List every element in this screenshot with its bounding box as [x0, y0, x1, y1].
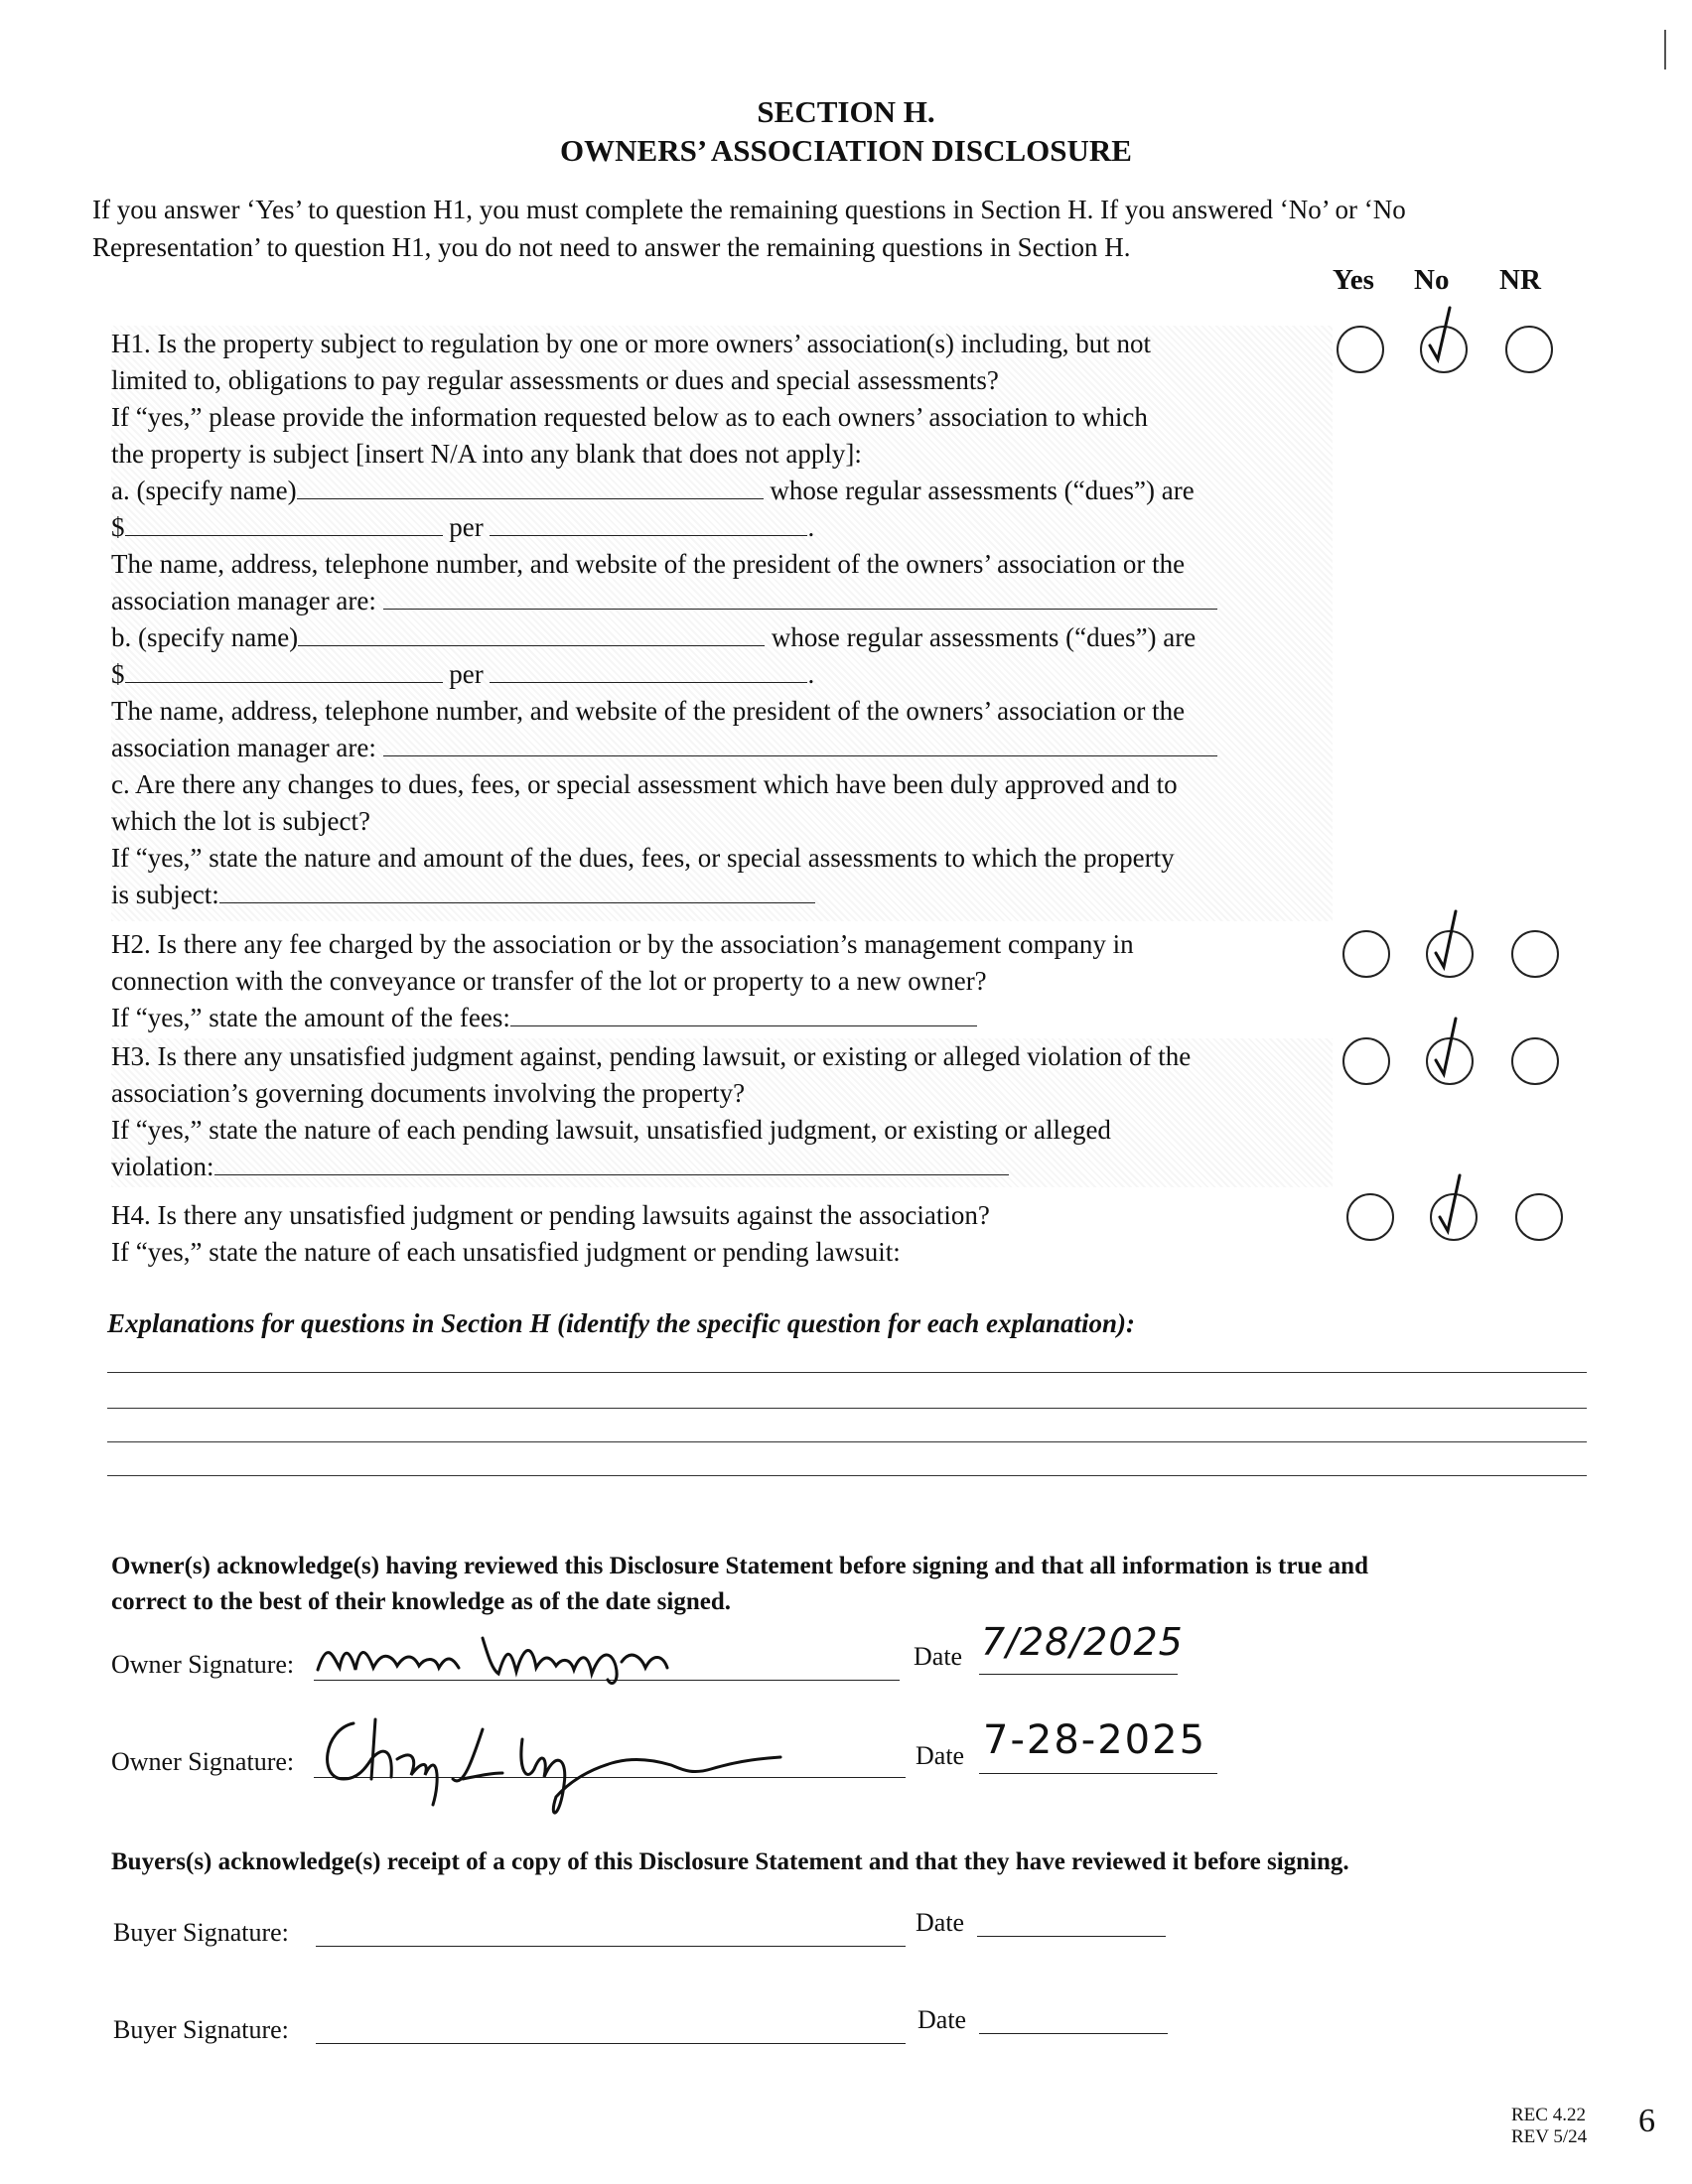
form-footer — [1511, 2105, 1587, 2148]
explanation-line-4[interactable] — [107, 1475, 1587, 1476]
explanation-line-2[interactable] — [107, 1408, 1587, 1409]
h4-line-2: If “yes,” state the nature of each unsatisfied judgment or pending lawsuit: — [111, 1237, 901, 1267]
h1-b-suffix: whose regular assessments (“dues”) are — [771, 622, 1197, 652]
h3-violation-row — [111, 1149, 1333, 1185]
owner-date-field-1[interactable] — [979, 1674, 1178, 1675]
h1-c-line-3: If “yes,” state the nature and amount of the dues, fees, or special assessments to which the property — [111, 843, 1175, 873]
h3-violation-field[interactable] — [214, 1151, 1009, 1175]
question-h4 — [111, 1197, 1333, 1271]
h1-c-field[interactable] — [219, 879, 815, 903]
h1-a-period-field[interactable] — [490, 511, 807, 536]
h1-a-dues-row — [111, 509, 1333, 546]
intro-line-2: Representation’ to question H1, you do not need to answer the remaining questions in Section H. — [92, 232, 1131, 262]
per-label-b: per — [449, 659, 484, 689]
owner-acknowledgment — [111, 1549, 1551, 1620]
h2-nr-radio[interactable] — [1511, 930, 1559, 978]
page-number: 6 — [1638, 2103, 1655, 2139]
column-header-no: No — [1414, 264, 1450, 296]
dollar-sign-b: $ — [111, 659, 125, 689]
buyer-signature-label-1: Buyer Signature: — [113, 1918, 289, 1947]
h1-line-2: limited to, obligations to pay regular assessments or dues and special assessments? — [111, 365, 999, 395]
buyer-signature-field-1[interactable] — [316, 1946, 906, 1947]
h1-c-row — [111, 877, 1333, 913]
h1-b-dues-row — [111, 656, 1333, 693]
h1-no-checkmark-icon — [1420, 298, 1464, 367]
h1-b-president-label: association manager are: — [111, 733, 376, 762]
owner-date-label-2: Date — [916, 1741, 965, 1770]
owner-date-value-2: 7-28-2025 — [983, 1717, 1207, 1763]
owner-date-field-2[interactable] — [979, 1773, 1217, 1774]
column-header-nr: NR — [1499, 264, 1541, 296]
column-header-yes: Yes — [1333, 264, 1374, 296]
h1-b-row — [111, 619, 1333, 656]
h3-line-1: H3. Is there any unsatisfied judgment against, pending lawsuit, or existing or alleged violation of the — [111, 1041, 1192, 1071]
period: . — [807, 512, 815, 542]
h1-b-period-field[interactable] — [490, 658, 807, 683]
buyer-date-field-2[interactable] — [979, 2033, 1168, 2034]
h1-a-label: a. (specify name) — [111, 476, 297, 505]
h1-b-name-field[interactable] — [298, 621, 765, 646]
h3-yes-radio[interactable] — [1342, 1037, 1390, 1085]
h2-fee-row — [111, 1000, 1333, 1036]
h2-yes-radio[interactable] — [1342, 930, 1390, 978]
owner-1-signature-handwriting — [314, 1618, 790, 1688]
question-h3 — [111, 1038, 1333, 1187]
form-code: REC 4.22 — [1511, 2105, 1586, 2125]
form-revision: REV 5/24 — [1511, 2126, 1588, 2147]
h1-a-president-label: association manager are: — [111, 586, 376, 615]
period-b: . — [807, 659, 815, 689]
owner-ack-line-1: Owner(s) acknowledge(s) having reviewed this Disclosure Statement before signing and that all information is true and — [111, 1553, 1368, 1579]
section-subtitle: OWNERS’ ASSOCIATION DISCLOSURE — [560, 133, 1132, 168]
question-h2 — [111, 926, 1333, 1036]
scan-edge-mark — [1664, 30, 1666, 69]
h3-violation-label: violation: — [111, 1152, 214, 1181]
h1-nr-radio[interactable] — [1505, 326, 1553, 373]
question-h1 — [111, 326, 1333, 921]
intro-line-1: If you answer ‘Yes’ to question H1, you must complete the remaining questions in Section H. If you answered ‘No’ or ‘No — [92, 195, 1406, 224]
buyer-signature-field-2[interactable] — [316, 2043, 906, 2044]
h2-fee-field[interactable] — [510, 1002, 977, 1026]
h1-a-row — [111, 473, 1333, 509]
section-title: SECTION H. — [757, 94, 935, 129]
h1-a-amount-field[interactable] — [125, 511, 443, 536]
h3-line-3: If “yes,” state the nature of each pending lawsuit, unsatisfied judgment, or existing or alleged — [111, 1115, 1111, 1145]
buyer-date-label-2: Date — [917, 2005, 967, 2034]
explanation-line-1[interactable] — [107, 1372, 1587, 1373]
explanations-title: Explanations for questions in Section H (identify the specific question for each explanation): — [107, 1308, 1136, 1338]
h1-a-president-field[interactable] — [383, 585, 1217, 610]
h1-line-3: If “yes,” please provide the information requested below as to each owners’ association to which — [111, 402, 1148, 432]
h1-b-amount-field[interactable] — [125, 658, 443, 683]
h4-nr-radio[interactable] — [1515, 1193, 1563, 1241]
owner-date-value-1: 7/28/2025 — [981, 1620, 1184, 1664]
buyer-signature-label-2: Buyer Signature: — [113, 2015, 289, 2044]
per-label: per — [449, 512, 484, 542]
h4-no-checkmark-icon — [1430, 1169, 1474, 1239]
buyer-date-label-1: Date — [916, 1908, 965, 1937]
h2-line-1: H2. Is there any fee charged by the association or by the association’s management company in — [111, 929, 1134, 959]
h1-b-president-line-1: The name, address, telephone number, and website of the president of the owners’ association or the — [111, 696, 1186, 726]
h1-line-4: the property is subject [insert N/A into any blank that does not apply]: — [111, 439, 862, 469]
h3-line-2: association’s governing documents involving the property? — [111, 1078, 746, 1108]
h1-yes-radio[interactable] — [1337, 326, 1384, 373]
h1-c-line-1: c. Are there any changes to dues, fees, or special assessment which have been duly approved and to — [111, 769, 1178, 799]
h1-b-president-field[interactable] — [383, 732, 1217, 756]
h1-a-suffix: whose regular assessments (“dues”) are — [770, 476, 1195, 505]
owner-ack-line-2: correct to the best of their knowledge as of the date signed. — [111, 1588, 731, 1615]
h1-a-president-row — [111, 583, 1333, 619]
h1-line-1: H1. Is the property subject to regulation by one or more owners’ association(s) including, but not — [111, 329, 1152, 358]
h1-c-line-2: which the lot is subject? — [111, 806, 370, 836]
dollar-sign: $ — [111, 512, 125, 542]
intro-text — [92, 191, 1602, 266]
owner-2-signature-handwriting — [314, 1709, 820, 1829]
h1-a-president-line-1: The name, address, telephone number, and website of the president of the owners’ association or the — [111, 549, 1186, 579]
buyer-date-field-1[interactable] — [977, 1936, 1166, 1937]
owner-date-label-1: Date — [914, 1642, 963, 1671]
h2-no-checkmark-icon — [1426, 905, 1470, 975]
h1-b-president-row — [111, 730, 1333, 766]
h3-no-checkmark-icon — [1426, 1013, 1470, 1082]
h1-c-label: is subject: — [111, 880, 219, 909]
h4-line-1: H4. Is there any unsatisfied judgment or pending lawsuits against the association? — [111, 1200, 990, 1230]
h4-yes-radio[interactable] — [1346, 1193, 1394, 1241]
h2-fee-label: If “yes,” state the amount of the fees: — [111, 1003, 510, 1032]
buyer-acknowledgment: Buyers(s) acknowledge(s) receipt of a copy of this Disclosure Statement and that they have reviewed it before signing. — [111, 1848, 1349, 1875]
h1-a-name-field[interactable] — [297, 475, 764, 499]
h2-line-2: connection with the conveyance or transfer of the lot or property to a new owner? — [111, 966, 987, 996]
explanation-line-3[interactable] — [107, 1441, 1587, 1442]
owner-signature-label-1: Owner Signature: — [111, 1650, 295, 1679]
h1-b-label: b. (specify name) — [111, 622, 299, 652]
h3-nr-radio[interactable] — [1511, 1037, 1559, 1085]
owner-signature-label-2: Owner Signature: — [111, 1747, 295, 1776]
